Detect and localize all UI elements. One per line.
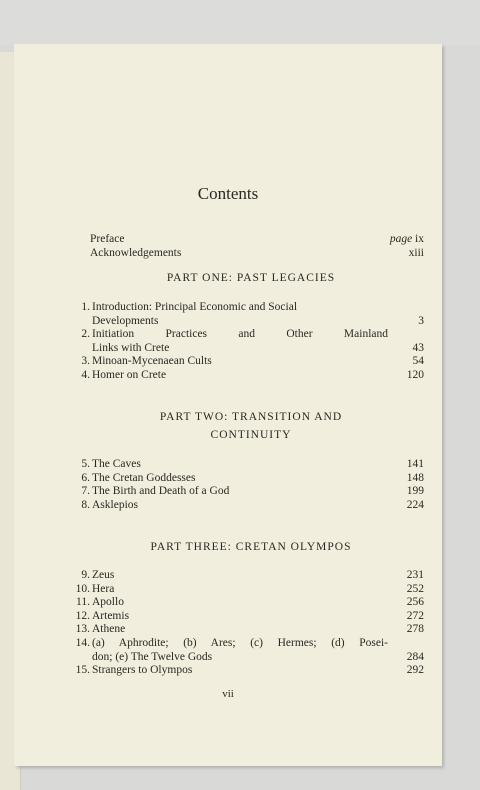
chapter-page: 224 <box>406 498 424 511</box>
chapter-page: 43 <box>412 341 424 354</box>
chapter-number: 8. <box>81 498 90 511</box>
toc-entry <box>74 664 424 678</box>
toc-entry <box>74 355 424 369</box>
part-heading: PART ONE: PAST LEGACIES <box>166 272 336 284</box>
chapter-title-line: Hera <box>92 582 115 595</box>
chapter-number: 5. <box>81 458 90 470</box>
chapter-title-line: The Birth and Death of a God <box>92 485 230 498</box>
chapter-title-line: The Cretan Goddesses <box>92 471 196 484</box>
background <box>0 0 480 45</box>
chapter-number: 9. <box>81 569 90 581</box>
toc-entry <box>74 369 424 383</box>
part-heading: PART THREE: CRETAN OLYMPOS <box>150 541 352 553</box>
chapter-title-line: Introduction: Principal Economic and Social <box>92 301 298 313</box>
chapter-title-line: The Caves <box>92 458 141 470</box>
part-heading-line: PART TWO: TRANSITION AND <box>159 411 343 423</box>
chapter-title-line: Links with Crete <box>92 341 170 354</box>
chapter-title-line: don; (e) The Twelve Gods <box>92 650 213 663</box>
part-heading-line: CONTINUITY <box>210 429 292 441</box>
chapter-page: 120 <box>406 368 424 381</box>
entry-page: page ix <box>389 233 424 245</box>
chapter-page: 252 <box>406 582 424 595</box>
toc-entry <box>74 610 424 624</box>
toc-entry <box>74 328 424 355</box>
toc-entry <box>74 637 424 664</box>
toc-entry <box>74 472 424 486</box>
toc-entry <box>74 485 424 499</box>
front-matter-entry <box>90 232 424 246</box>
part-heading <box>74 408 428 444</box>
chapter-number: 3. <box>81 355 90 368</box>
chapter-number: 10. <box>75 582 90 595</box>
toc-entry <box>74 458 424 472</box>
chapter-page: 3 <box>418 314 424 327</box>
chapter-number: 1. <box>81 301 90 313</box>
chapter-list <box>74 458 424 512</box>
chapter-list <box>74 301 424 383</box>
chapter-page: 231 <box>406 569 424 581</box>
chapter-title-line: Apollo <box>92 596 124 609</box>
toc-entry <box>74 623 424 637</box>
chapter-page: 256 <box>406 596 424 609</box>
toc-entry <box>74 499 424 513</box>
chapter-page: 54 <box>412 355 424 368</box>
chapter-number: 4. <box>81 368 90 381</box>
chapter-number: 2. <box>81 328 90 341</box>
chapter-title-line: Athene <box>92 623 126 636</box>
page-title: Contents <box>197 184 259 203</box>
chapter-list <box>74 569 424 678</box>
chapter-number: 7. <box>81 485 90 498</box>
page-folio: vii <box>222 688 234 700</box>
chapter-title-line: Developments <box>92 314 159 327</box>
entry-title: Acknowledgements <box>90 247 182 259</box>
chapter-number: 11. <box>76 596 90 609</box>
chapter-number: 6. <box>81 471 90 484</box>
chapter-page: 284 <box>406 650 424 663</box>
chapter-title-line: Minoan-Mycenaean Cults <box>92 355 212 368</box>
chapter-page: 272 <box>406 609 424 622</box>
toc-entry <box>74 583 424 597</box>
chapter-page: 199 <box>406 485 424 498</box>
chapter-title-line: Initiation Practices and Other Mainland <box>92 328 388 341</box>
chapter-number: 15. <box>75 664 90 677</box>
chapter-title-line: Artemis <box>92 609 130 622</box>
chapter-title-line: (a) Aphrodite; (b) Ares; (c) Hermes; (d) Posei- <box>92 636 388 649</box>
entry-page: xiii <box>408 247 424 259</box>
chapter-title-line: Strangers to Olympos <box>92 664 193 677</box>
toc-entry <box>74 569 424 583</box>
book-page <box>14 44 442 766</box>
chapter-number: 14. <box>75 636 90 649</box>
chapter-number: 13. <box>75 623 90 636</box>
chapter-page: 292 <box>406 664 424 677</box>
entry-title: Preface <box>90 233 125 245</box>
front-matter-entry <box>90 246 424 260</box>
toc-entry <box>74 596 424 610</box>
chapter-number: 12. <box>75 609 90 622</box>
chapter-page: 148 <box>406 471 424 484</box>
toc-entry <box>74 301 424 328</box>
chapter-title-line: Homer on Crete <box>92 368 167 381</box>
chapter-title-line: Zeus <box>92 569 115 581</box>
chapter-title-line: Asklepios <box>92 498 138 511</box>
front-matter <box>90 232 424 260</box>
chapter-page: 278 <box>406 623 424 636</box>
chapter-page: 141 <box>406 458 424 470</box>
